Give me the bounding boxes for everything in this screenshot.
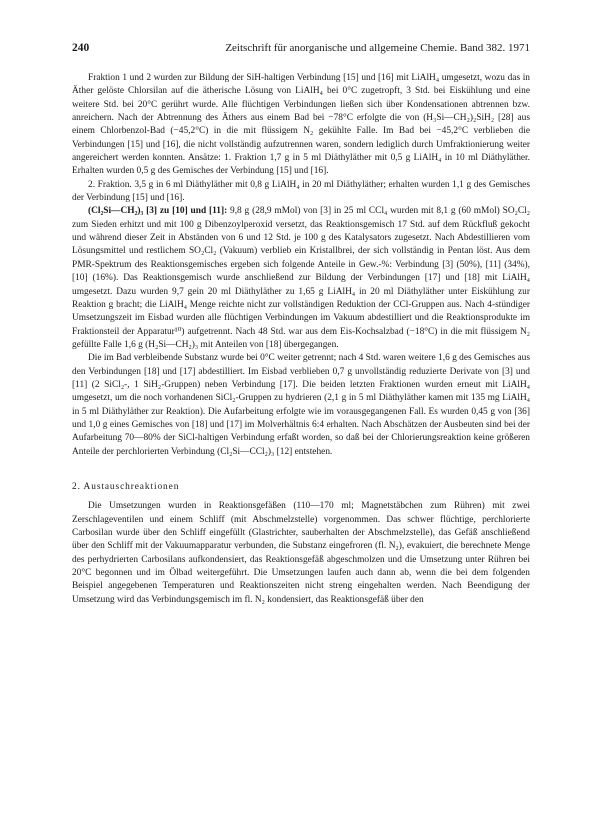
paragraph-chlorination [72,205,530,352]
running-header [72,42,530,58]
article-body [72,72,530,607]
paragraph-fraktion-1-2: Fraktion 1 und 2 wurden zur Bildung der SiH-haltigen Verbindung [15] und [16] mit LiAlH₄ umgesetzt, wozu das in Äther gelöste Chlorsilan auf die ätherische Lösung von LiAlH₄ bei 0°C zugetropft, 3 Std. bei Eiskühlung und eine weitere Std. bei 20°C gerührt wurde. Alle flüchtigen Verbindungen ließen sich über Kondensationen abtrennen bzw. anreichern. Nach der Abtrennung des Äthers aus einem Bad bei −78°C erfolgte die von (H₃Si—CH₂)₂SiH₂ [28] aus einem Chlorbenzol-Bad (−45,2°C) in die mit flüssigem N₂ gekühlte Falle. Im Bad bei −45,2°C verblieben die Verbindungen [15] und [16], die nicht vollständig aufzutrennen waren, sondern lediglich durch Umfraktionierung weiter angereichert werden konnten. Ansätze: 1. Fraktion 1,7 g in 5 ml Diäthyläther mit 0,5 g LiAlH₄ in 10 ml Diäthyläther. Erhalten wurden 0,5 g des Gemisches der Verbindung [15] und [16]. [72,73,530,177]
paragraph-fraktion-2: 2. Fraktion. 3,5 g in 6 ml Diäthyläther mit 0,8 g LiAlH₄ in 20 ml Diäthyläther; erhalten wurden 1,1 g des Gemisches der Verbindung [15] und [16]. [72,179,530,204]
paragraph-remaining-substance: Die im Bad verbleibende Substanz wurde bei 0°C weiter getrennt; nach 4 Std. waren weitere 1,6 g des Gemisches aus den Verbindungen [18] und [17] abdestilliert. Im Eisbad verblieben 0,7 g unvollständig reduzierte Derivate von [3] und [11] (2 SiCl₂-, 1 SiH₂-Gruppen) neben Verbindung [17]. Die beiden letzten Fraktionen wurden erneut mit LiAlH₄ umgesetzt, um die noch vorhandenen SiCl₂-Gruppen zu hydrieren (2,1 g in 5 ml Diäthyläther kamen mit 135 mg LiAlH₄ in 5 ml Diäthyläther zur Reaktion). Die Aufarbeitung erfolgte wie im vorausgegangenen Fall. Es wurden 0,45 g von [36] und 1,0 g eines Gemisches von [18] und [17] im Molverhältnis 6:4 erhalten. Nach Abschätzen der Ausbeuten sind bei der Aufarbeitung 70—80% der SiCl-haltigen Verbindung erfaßt worden, so daß bei der Chlorierungsreaktion keine größeren Anteile der perchlorierten Verbindung (Cl₂Si—CCl₂)₃ [12] entstehen. [72,353,530,457]
paragraph-chlorination-text: 9,8 g (28,9 mMol) von [3] in 25 ml CCl₄ wurden mit 8,1 g (60 mMol) SO₂Cl₂ zum Sieden erhitzt und mit 100 g Dibenzoylperoxid versetzt, das Reaktionsgemisch 17 Std. auf dem Rückfluß gekocht und während dieser Zeit in Abständen von 6 und 12 Std. je 100 g des Katalysators zugesetzt. Nach Abdestillieren vom Lösungsmittel und restlichem SO₂Cl₂ (Vakuum) verblieb ein Kristallbrei, der sich vollständig in Pentan löst. Aus dem PMR-Spektrum des Reaktionsgemisches ergeben sich folgende Anteile in Gew.-%: Verbindung [3] (50%), [11] (34%), [10] (16%). Das Reaktionsgemisch wurde anschließend zur Bildung der Verbindungen [17] und [18] mit LiAlH₄ umgesetzt. Dazu wurden 9,7 gein 20 ml Diäthyläther zu 1,65 g LiAlH₄ in 20 ml Diäthyläther unter Eiskühlung zur Reaktion g bracht; die LiAlH₄ Menge reichte nicht zur vollständigen Reduktion der CCl-Gruppen aus. Nach 4-stündiger Umsetzungszeit im Eisbad wurden alle flüchtigen Verbindungen im Vakuum abdestilliert und die Reaktionsprodukte im Fraktionsteil der Apparatur¹⁰) aufgetrennt. Nach 48 Std. war aus dem Eis-Kochsalzbad (−18°C) in die mit flüssigem N₂ gefüllte Falle 1,6 g (H₂Si—CH₂)₃ mit Anteilen von [18] übergegangen. [72,206,530,350]
paragraph-exchange-reactions: Die Umsetzungen wurden in Reaktionsgefäßen (110—170 ml; Magnetstäbchen zum Rühren) mit zwei Zerschlageventilen und einem Schliff (mit Abschmelzstelle) vorgenommen. Das schwer flüchtige, perchlorierte Carbosilan wurde über den Schliff eingefüllt (Glastrichter, sauberhalten der Abschmelzstelle), das Gefäß anschließend über den Schliff mit der Vakuumapparatur verbunden, die Substanz eingefroren (fl. N₂), evakuiert, die berechnete Menge des perhydrierten Carbosilans aufkondensiert, das Reaktionsgefäß abgeschmolzen und die Umsetzung unter Rühren bei 20°C begonnen und im Ölbad weitergeführt. Die Umsetzungen laufen auch dann ab, wenn die bei dem folgenden Beispiel angegebenen Temperaturen und Reaktionszeiten nicht streng eingehalten werden. Nach Beendigung der Umsetzung wird das Verbindungsgemisch im fl. N₂ kondensiert, das Reaktionsgefäß über den [72,501,530,605]
page-number: 240 [72,42,90,54]
section-heading: 2. Austauschreaktionen [72,481,180,492]
journal-citation: Zeitschrift für anorganische und allgemeine Chemie. Band 382. 1971 [225,42,530,54]
paragraph-lead-bold: (Cl₂Si—CH₂)₃ [3] zu [10] und [11]: [88,206,228,217]
